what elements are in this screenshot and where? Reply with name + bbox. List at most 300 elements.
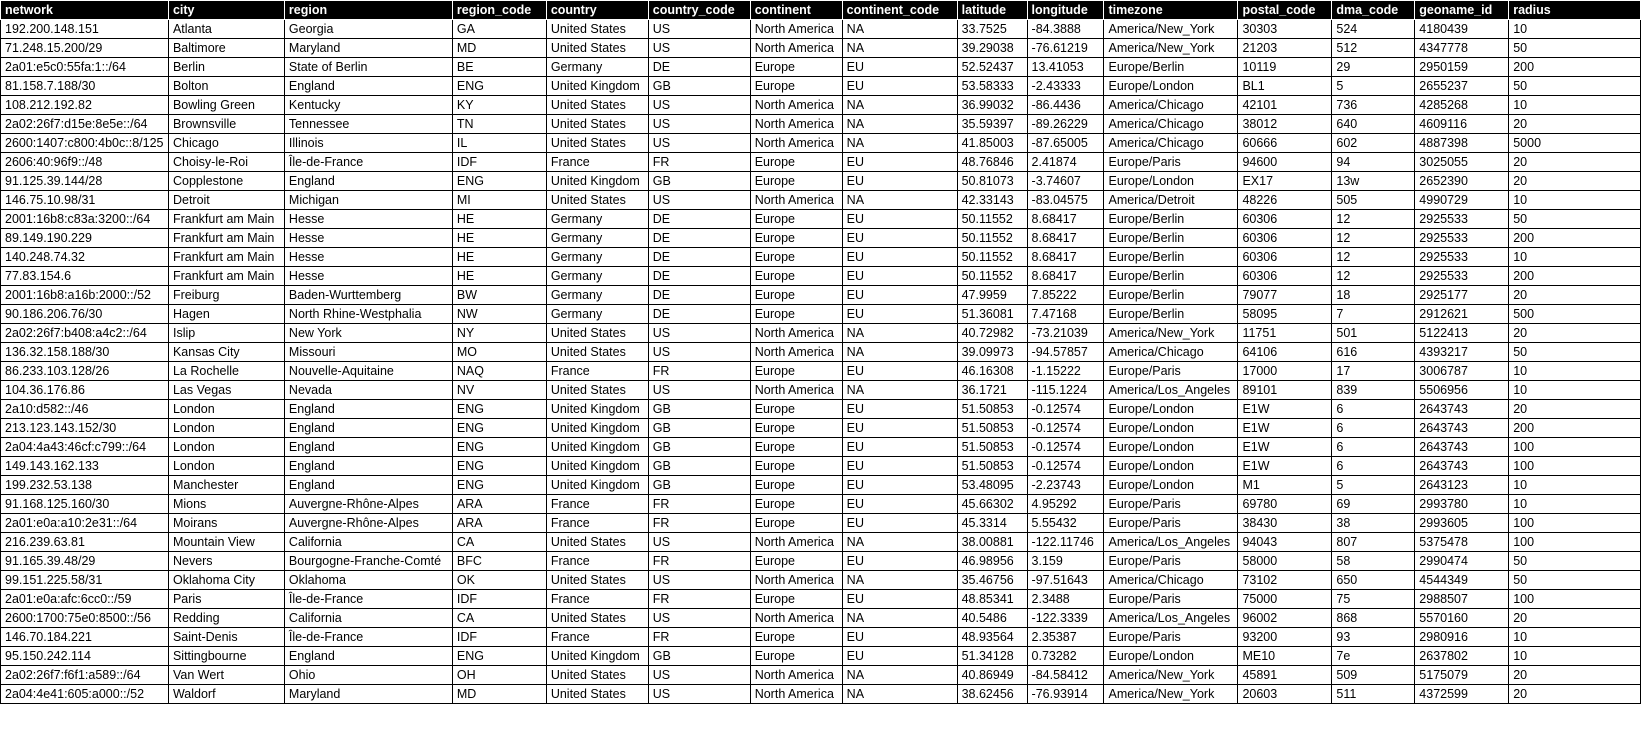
- cell-dma-code[interactable]: 93: [1332, 628, 1415, 647]
- cell-continent[interactable]: North America: [750, 20, 842, 39]
- cell-country-code[interactable]: GB: [648, 438, 750, 457]
- cell-continent-code[interactable]: EU: [842, 419, 957, 438]
- cell-longitude[interactable]: -2.43333: [1027, 77, 1104, 96]
- cell-region-code[interactable]: MD: [452, 685, 546, 704]
- cell-radius[interactable]: 20: [1509, 609, 1641, 628]
- cell-timezone[interactable]: America/Detroit: [1104, 191, 1238, 210]
- cell-country[interactable]: United Kingdom: [546, 77, 648, 96]
- cell-timezone[interactable]: Europe/London: [1104, 457, 1238, 476]
- cell-latitude[interactable]: 33.7525: [957, 20, 1027, 39]
- cell-continent-code[interactable]: NA: [842, 571, 957, 590]
- cell-network[interactable]: 89.149.190.229: [1, 229, 169, 248]
- cell-geoname-id[interactable]: 4887398: [1415, 134, 1509, 153]
- cell-region-code[interactable]: TN: [452, 115, 546, 134]
- cell-region[interactable]: Hesse: [284, 229, 452, 248]
- cell-network[interactable]: 104.36.176.86: [1, 381, 169, 400]
- cell-country-code[interactable]: US: [648, 134, 750, 153]
- cell-network[interactable]: 91.165.39.48/29: [1, 552, 169, 571]
- cell-city[interactable]: Islip: [168, 324, 284, 343]
- cell-postal-code[interactable]: 38012: [1238, 115, 1332, 134]
- cell-network[interactable]: 2606:40:96f9::/48: [1, 153, 169, 172]
- cell-dma-code[interactable]: 12: [1332, 267, 1415, 286]
- cell-radius[interactable]: 20: [1509, 115, 1641, 134]
- cell-city[interactable]: Manchester: [168, 476, 284, 495]
- cell-continent-code[interactable]: EU: [842, 172, 957, 191]
- cell-postal-code[interactable]: 45891: [1238, 666, 1332, 685]
- cell-geoname-id[interactable]: 3006787: [1415, 362, 1509, 381]
- cell-radius[interactable]: 20: [1509, 324, 1641, 343]
- cell-network[interactable]: 90.186.206.76/30: [1, 305, 169, 324]
- cell-continent[interactable]: Europe: [750, 590, 842, 609]
- cell-region-code[interactable]: OH: [452, 666, 546, 685]
- cell-continent-code[interactable]: NA: [842, 324, 957, 343]
- cell-region-code[interactable]: ENG: [452, 419, 546, 438]
- cell-postal-code[interactable]: 21203: [1238, 39, 1332, 58]
- cell-region[interactable]: Hesse: [284, 267, 452, 286]
- cell-continent[interactable]: North America: [750, 115, 842, 134]
- cell-network[interactable]: 2a02:26f7:f6f1:a589::/64: [1, 666, 169, 685]
- cell-postal-code[interactable]: 94043: [1238, 533, 1332, 552]
- cell-city[interactable]: Brownsville: [168, 115, 284, 134]
- cell-continent[interactable]: Europe: [750, 248, 842, 267]
- cell-radius[interactable]: 10: [1509, 476, 1641, 495]
- cell-country[interactable]: United Kingdom: [546, 647, 648, 666]
- column-header-geoname-id[interactable]: geoname_id: [1415, 1, 1509, 20]
- cell-geoname-id[interactable]: 4393217: [1415, 343, 1509, 362]
- cell-radius[interactable]: 20: [1509, 153, 1641, 172]
- cell-postal-code[interactable]: ME10: [1238, 647, 1332, 666]
- cell-continent[interactable]: North America: [750, 685, 842, 704]
- cell-continent[interactable]: North America: [750, 134, 842, 153]
- cell-dma-code[interactable]: 12: [1332, 210, 1415, 229]
- cell-country[interactable]: United States: [546, 533, 648, 552]
- cell-country[interactable]: Germany: [546, 286, 648, 305]
- cell-geoname-id[interactable]: 4347778: [1415, 39, 1509, 58]
- cell-radius[interactable]: 20: [1509, 172, 1641, 191]
- cell-timezone[interactable]: America/New_York: [1104, 666, 1238, 685]
- cell-region-code[interactable]: NV: [452, 381, 546, 400]
- cell-network[interactable]: 2a01:e5c0:55fa:1::/64: [1, 58, 169, 77]
- cell-dma-code[interactable]: 511: [1332, 685, 1415, 704]
- cell-longitude[interactable]: -1.15222: [1027, 362, 1104, 381]
- cell-city[interactable]: Frankfurt am Main: [168, 210, 284, 229]
- cell-timezone[interactable]: Europe/Paris: [1104, 153, 1238, 172]
- cell-continent[interactable]: North America: [750, 533, 842, 552]
- cell-continent[interactable]: North America: [750, 666, 842, 685]
- cell-longitude[interactable]: -97.51643: [1027, 571, 1104, 590]
- cell-continent[interactable]: Europe: [750, 362, 842, 381]
- cell-city[interactable]: Frankfurt am Main: [168, 229, 284, 248]
- cell-region[interactable]: Nouvelle-Aquitaine: [284, 362, 452, 381]
- cell-continent-code[interactable]: NA: [842, 685, 957, 704]
- cell-dma-code[interactable]: 509: [1332, 666, 1415, 685]
- cell-region[interactable]: Tennessee: [284, 115, 452, 134]
- cell-country-code[interactable]: FR: [648, 628, 750, 647]
- cell-geoname-id[interactable]: 2950159: [1415, 58, 1509, 77]
- cell-geoname-id[interactable]: 4990729: [1415, 191, 1509, 210]
- cell-country-code[interactable]: GB: [648, 647, 750, 666]
- cell-region-code[interactable]: CA: [452, 533, 546, 552]
- cell-geoname-id[interactable]: 2925533: [1415, 210, 1509, 229]
- cell-radius[interactable]: 50: [1509, 39, 1641, 58]
- cell-longitude[interactable]: -0.12574: [1027, 400, 1104, 419]
- cell-region[interactable]: Georgia: [284, 20, 452, 39]
- cell-country[interactable]: Germany: [546, 305, 648, 324]
- cell-network[interactable]: 99.151.225.58/31: [1, 571, 169, 590]
- cell-network[interactable]: 192.200.148.151: [1, 20, 169, 39]
- cell-city[interactable]: Atlanta: [168, 20, 284, 39]
- cell-continent[interactable]: Europe: [750, 628, 842, 647]
- cell-radius[interactable]: 50: [1509, 571, 1641, 590]
- cell-region[interactable]: Michigan: [284, 191, 452, 210]
- cell-city[interactable]: Baltimore: [168, 39, 284, 58]
- cell-radius[interactable]: 200: [1509, 229, 1641, 248]
- cell-latitude[interactable]: 36.99032: [957, 96, 1027, 115]
- cell-country[interactable]: United States: [546, 609, 648, 628]
- cell-region-code[interactable]: ENG: [452, 77, 546, 96]
- cell-latitude[interactable]: 51.36081: [957, 305, 1027, 324]
- cell-geoname-id[interactable]: 2643743: [1415, 457, 1509, 476]
- cell-timezone[interactable]: Europe/Paris: [1104, 495, 1238, 514]
- cell-country-code[interactable]: GB: [648, 172, 750, 191]
- cell-region[interactable]: England: [284, 419, 452, 438]
- column-header-city[interactable]: city: [168, 1, 284, 20]
- cell-city[interactable]: Frankfurt am Main: [168, 267, 284, 286]
- cell-country-code[interactable]: FR: [648, 590, 750, 609]
- cell-postal-code[interactable]: E1W: [1238, 457, 1332, 476]
- cell-longitude[interactable]: -87.65005: [1027, 134, 1104, 153]
- cell-country[interactable]: Germany: [546, 248, 648, 267]
- cell-postal-code[interactable]: 60306: [1238, 248, 1332, 267]
- cell-dma-code[interactable]: 616: [1332, 343, 1415, 362]
- cell-timezone[interactable]: Europe/London: [1104, 647, 1238, 666]
- cell-timezone[interactable]: Europe/Paris: [1104, 552, 1238, 571]
- cell-country-code[interactable]: GB: [648, 476, 750, 495]
- cell-network[interactable]: 2a04:4a43:46cf:c799::/64: [1, 438, 169, 457]
- cell-region-code[interactable]: GA: [452, 20, 546, 39]
- cell-geoname-id[interactable]: 2925533: [1415, 248, 1509, 267]
- cell-continent-code[interactable]: EU: [842, 267, 957, 286]
- cell-country[interactable]: France: [546, 552, 648, 571]
- cell-continent[interactable]: Europe: [750, 172, 842, 191]
- cell-radius[interactable]: 50: [1509, 552, 1641, 571]
- cell-region[interactable]: England: [284, 400, 452, 419]
- cell-timezone[interactable]: America/Chicago: [1104, 115, 1238, 134]
- cell-country-code[interactable]: US: [648, 666, 750, 685]
- cell-continent-code[interactable]: NA: [842, 134, 957, 153]
- cell-latitude[interactable]: 51.50853: [957, 457, 1027, 476]
- cell-postal-code[interactable]: 94600: [1238, 153, 1332, 172]
- cell-radius[interactable]: 50: [1509, 77, 1641, 96]
- cell-timezone[interactable]: Europe/Berlin: [1104, 210, 1238, 229]
- cell-radius[interactable]: 10: [1509, 20, 1641, 39]
- cell-city[interactable]: Van Wert: [168, 666, 284, 685]
- cell-network[interactable]: 2001:16b8:a16b:2000::/52: [1, 286, 169, 305]
- cell-network[interactable]: 2600:1700:75e0:8500::/56: [1, 609, 169, 628]
- cell-geoname-id[interactable]: 2988507: [1415, 590, 1509, 609]
- cell-region[interactable]: England: [284, 438, 452, 457]
- cell-continent-code[interactable]: NA: [842, 381, 957, 400]
- cell-radius[interactable]: 50: [1509, 343, 1641, 362]
- cell-latitude[interactable]: 42.33143: [957, 191, 1027, 210]
- cell-city[interactable]: Bowling Green: [168, 96, 284, 115]
- cell-dma-code[interactable]: 7e: [1332, 647, 1415, 666]
- cell-latitude[interactable]: 35.59397: [957, 115, 1027, 134]
- cell-region-code[interactable]: MO: [452, 343, 546, 362]
- cell-city[interactable]: Berlin: [168, 58, 284, 77]
- cell-continent-code[interactable]: EU: [842, 514, 957, 533]
- cell-region[interactable]: Île-de-France: [284, 590, 452, 609]
- cell-postal-code[interactable]: 79077: [1238, 286, 1332, 305]
- cell-postal-code[interactable]: 89101: [1238, 381, 1332, 400]
- cell-timezone[interactable]: Europe/Berlin: [1104, 267, 1238, 286]
- cell-region-code[interactable]: ARA: [452, 495, 546, 514]
- cell-longitude[interactable]: -73.21039: [1027, 324, 1104, 343]
- cell-region[interactable]: Île-de-France: [284, 153, 452, 172]
- cell-continent[interactable]: Europe: [750, 476, 842, 495]
- cell-radius[interactable]: 100: [1509, 533, 1641, 552]
- cell-longitude[interactable]: 4.95292: [1027, 495, 1104, 514]
- cell-region[interactable]: England: [284, 172, 452, 191]
- cell-latitude[interactable]: 48.85341: [957, 590, 1027, 609]
- cell-latitude[interactable]: 50.11552: [957, 229, 1027, 248]
- cell-city[interactable]: Freiburg: [168, 286, 284, 305]
- cell-continent[interactable]: Europe: [750, 153, 842, 172]
- cell-longitude[interactable]: -122.3339: [1027, 609, 1104, 628]
- cell-network[interactable]: 216.239.63.81: [1, 533, 169, 552]
- cell-postal-code[interactable]: 30303: [1238, 20, 1332, 39]
- cell-region[interactable]: Maryland: [284, 39, 452, 58]
- cell-country[interactable]: Germany: [546, 267, 648, 286]
- cell-city[interactable]: Frankfurt am Main: [168, 248, 284, 267]
- cell-region[interactable]: Bourgogne-Franche-Comté: [284, 552, 452, 571]
- cell-country-code[interactable]: US: [648, 343, 750, 362]
- cell-continent-code[interactable]: NA: [842, 115, 957, 134]
- cell-country-code[interactable]: FR: [648, 552, 750, 571]
- cell-postal-code[interactable]: 96002: [1238, 609, 1332, 628]
- cell-city[interactable]: Oklahoma City: [168, 571, 284, 590]
- cell-region[interactable]: Hesse: [284, 248, 452, 267]
- cell-dma-code[interactable]: 6: [1332, 400, 1415, 419]
- cell-region-code[interactable]: ENG: [452, 647, 546, 666]
- cell-timezone[interactable]: America/Los_Angeles: [1104, 381, 1238, 400]
- cell-geoname-id[interactable]: 3025055: [1415, 153, 1509, 172]
- cell-dma-code[interactable]: 640: [1332, 115, 1415, 134]
- cell-country[interactable]: France: [546, 628, 648, 647]
- cell-network[interactable]: 2a10:d582::/46: [1, 400, 169, 419]
- cell-network[interactable]: 140.248.74.32: [1, 248, 169, 267]
- cell-dma-code[interactable]: 7: [1332, 305, 1415, 324]
- cell-longitude[interactable]: -76.93914: [1027, 685, 1104, 704]
- cell-continent[interactable]: Europe: [750, 286, 842, 305]
- cell-country[interactable]: United States: [546, 39, 648, 58]
- cell-network[interactable]: 108.212.192.82: [1, 96, 169, 115]
- cell-postal-code[interactable]: E1W: [1238, 438, 1332, 457]
- cell-continent-code[interactable]: EU: [842, 229, 957, 248]
- cell-city[interactable]: Kansas City: [168, 343, 284, 362]
- cell-geoname-id[interactable]: 2652390: [1415, 172, 1509, 191]
- cell-city[interactable]: Choisy-le-Roi: [168, 153, 284, 172]
- cell-region-code[interactable]: BFC: [452, 552, 546, 571]
- cell-network[interactable]: 2a01:e0a:afc:6cc0::/59: [1, 590, 169, 609]
- cell-country-code[interactable]: GB: [648, 457, 750, 476]
- cell-continent[interactable]: Europe: [750, 77, 842, 96]
- cell-geoname-id[interactable]: 4180439: [1415, 20, 1509, 39]
- cell-region-code[interactable]: ENG: [452, 172, 546, 191]
- cell-network[interactable]: 2001:16b8:c83a:3200::/64: [1, 210, 169, 229]
- cell-continent-code[interactable]: EU: [842, 248, 957, 267]
- cell-postal-code[interactable]: 73102: [1238, 571, 1332, 590]
- cell-timezone[interactable]: America/Chicago: [1104, 96, 1238, 115]
- cell-longitude[interactable]: -0.12574: [1027, 438, 1104, 457]
- cell-city[interactable]: Redding: [168, 609, 284, 628]
- cell-postal-code[interactable]: 58095: [1238, 305, 1332, 324]
- cell-city[interactable]: Sittingbourne: [168, 647, 284, 666]
- cell-country-code[interactable]: US: [648, 609, 750, 628]
- cell-dma-code[interactable]: 505: [1332, 191, 1415, 210]
- cell-continent-code[interactable]: EU: [842, 628, 957, 647]
- cell-city[interactable]: Chicago: [168, 134, 284, 153]
- cell-latitude[interactable]: 40.72982: [957, 324, 1027, 343]
- cell-geoname-id[interactable]: 2925533: [1415, 267, 1509, 286]
- cell-postal-code[interactable]: 11751: [1238, 324, 1332, 343]
- cell-continent-code[interactable]: EU: [842, 590, 957, 609]
- cell-country[interactable]: United States: [546, 134, 648, 153]
- cell-latitude[interactable]: 38.00881: [957, 533, 1027, 552]
- cell-continent-code[interactable]: NA: [842, 20, 957, 39]
- cell-latitude[interactable]: 48.93564: [957, 628, 1027, 647]
- cell-continent-code[interactable]: NA: [842, 533, 957, 552]
- cell-timezone[interactable]: Europe/Berlin: [1104, 248, 1238, 267]
- cell-dma-code[interactable]: 12: [1332, 229, 1415, 248]
- cell-longitude[interactable]: 7.85222: [1027, 286, 1104, 305]
- cell-region-code[interactable]: NAQ: [452, 362, 546, 381]
- cell-dma-code[interactable]: 13w: [1332, 172, 1415, 191]
- cell-geoname-id[interactable]: 2925533: [1415, 229, 1509, 248]
- cell-continent-code[interactable]: EU: [842, 58, 957, 77]
- cell-longitude[interactable]: -122.11746: [1027, 533, 1104, 552]
- cell-longitude[interactable]: -0.12574: [1027, 419, 1104, 438]
- cell-network[interactable]: 213.123.143.152/30: [1, 419, 169, 438]
- cell-geoname-id[interactable]: 2643743: [1415, 400, 1509, 419]
- cell-network[interactable]: 2a02:26f7:d15e:8e5e::/64: [1, 115, 169, 134]
- cell-longitude[interactable]: 7.47168: [1027, 305, 1104, 324]
- cell-region[interactable]: Nevada: [284, 381, 452, 400]
- cell-geoname-id[interactable]: 2925177: [1415, 286, 1509, 305]
- cell-network[interactable]: 146.70.184.221: [1, 628, 169, 647]
- cell-city[interactable]: Detroit: [168, 191, 284, 210]
- cell-region-code[interactable]: HE: [452, 267, 546, 286]
- cell-geoname-id[interactable]: 2912621: [1415, 305, 1509, 324]
- cell-region[interactable]: State of Berlin: [284, 58, 452, 77]
- cell-region-code[interactable]: BE: [452, 58, 546, 77]
- cell-country[interactable]: United States: [546, 324, 648, 343]
- cell-geoname-id[interactable]: 5570160: [1415, 609, 1509, 628]
- cell-timezone[interactable]: America/Chicago: [1104, 571, 1238, 590]
- cell-region-code[interactable]: BW: [452, 286, 546, 305]
- cell-country[interactable]: United States: [546, 191, 648, 210]
- cell-continent-code[interactable]: EU: [842, 476, 957, 495]
- cell-country-code[interactable]: FR: [648, 495, 750, 514]
- cell-continent[interactable]: North America: [750, 571, 842, 590]
- cell-radius[interactable]: 20: [1509, 286, 1641, 305]
- cell-postal-code[interactable]: 58000: [1238, 552, 1332, 571]
- cell-dma-code[interactable]: 524: [1332, 20, 1415, 39]
- cell-radius[interactable]: 20: [1509, 666, 1641, 685]
- cell-country[interactable]: France: [546, 514, 648, 533]
- cell-longitude[interactable]: -94.57857: [1027, 343, 1104, 362]
- cell-network[interactable]: 136.32.158.188/30: [1, 343, 169, 362]
- cell-country[interactable]: France: [546, 362, 648, 381]
- cell-continent[interactable]: North America: [750, 324, 842, 343]
- cell-radius[interactable]: 10: [1509, 191, 1641, 210]
- cell-continent[interactable]: North America: [750, 39, 842, 58]
- cell-region[interactable]: Baden-Wurttemberg: [284, 286, 452, 305]
- cell-country-code[interactable]: GB: [648, 400, 750, 419]
- cell-region[interactable]: Auvergne-Rhône-Alpes: [284, 495, 452, 514]
- cell-country-code[interactable]: US: [648, 533, 750, 552]
- cell-region[interactable]: Auvergne-Rhône-Alpes: [284, 514, 452, 533]
- cell-continent[interactable]: Europe: [750, 210, 842, 229]
- cell-timezone[interactable]: Europe/London: [1104, 172, 1238, 191]
- cell-city[interactable]: London: [168, 457, 284, 476]
- cell-timezone[interactable]: Europe/London: [1104, 476, 1238, 495]
- cell-continent[interactable]: Europe: [750, 552, 842, 571]
- cell-continent-code[interactable]: EU: [842, 495, 957, 514]
- cell-country[interactable]: France: [546, 590, 648, 609]
- cell-region[interactable]: Kentucky: [284, 96, 452, 115]
- cell-timezone[interactable]: Europe/Berlin: [1104, 286, 1238, 305]
- cell-longitude[interactable]: 8.68417: [1027, 210, 1104, 229]
- cell-latitude[interactable]: 39.29038: [957, 39, 1027, 58]
- cell-continent[interactable]: Europe: [750, 267, 842, 286]
- cell-radius[interactable]: 10: [1509, 96, 1641, 115]
- cell-longitude[interactable]: 2.35387: [1027, 628, 1104, 647]
- cell-country-code[interactable]: DE: [648, 229, 750, 248]
- cell-dma-code[interactable]: 29: [1332, 58, 1415, 77]
- cell-dma-code[interactable]: 6: [1332, 457, 1415, 476]
- cell-network[interactable]: 2a01:e0a:a10:2e31::/64: [1, 514, 169, 533]
- cell-continent-code[interactable]: EU: [842, 286, 957, 305]
- cell-latitude[interactable]: 38.62456: [957, 685, 1027, 704]
- cell-radius[interactable]: 100: [1509, 590, 1641, 609]
- cell-country[interactable]: United States: [546, 381, 648, 400]
- cell-continent[interactable]: North America: [750, 381, 842, 400]
- cell-region[interactable]: Île-de-France: [284, 628, 452, 647]
- cell-latitude[interactable]: 47.9959: [957, 286, 1027, 305]
- cell-network[interactable]: 146.75.10.98/31: [1, 191, 169, 210]
- cell-postal-code[interactable]: 38430: [1238, 514, 1332, 533]
- column-header-region-code[interactable]: region_code: [452, 1, 546, 20]
- cell-radius[interactable]: 10: [1509, 628, 1641, 647]
- cell-region[interactable]: Illinois: [284, 134, 452, 153]
- cell-city[interactable]: La Rochelle: [168, 362, 284, 381]
- cell-latitude[interactable]: 53.48095: [957, 476, 1027, 495]
- cell-postal-code[interactable]: 42101: [1238, 96, 1332, 115]
- cell-network[interactable]: 95.150.242.114: [1, 647, 169, 666]
- cell-country-code[interactable]: US: [648, 324, 750, 343]
- cell-dma-code[interactable]: 736: [1332, 96, 1415, 115]
- cell-continent[interactable]: North America: [750, 609, 842, 628]
- cell-continent[interactable]: Europe: [750, 419, 842, 438]
- cell-continent[interactable]: Europe: [750, 305, 842, 324]
- cell-geoname-id[interactable]: 2643123: [1415, 476, 1509, 495]
- cell-latitude[interactable]: 41.85003: [957, 134, 1027, 153]
- cell-region[interactable]: New York: [284, 324, 452, 343]
- cell-latitude[interactable]: 40.86949: [957, 666, 1027, 685]
- cell-timezone[interactable]: Europe/Berlin: [1104, 305, 1238, 324]
- cell-dma-code[interactable]: 6: [1332, 438, 1415, 457]
